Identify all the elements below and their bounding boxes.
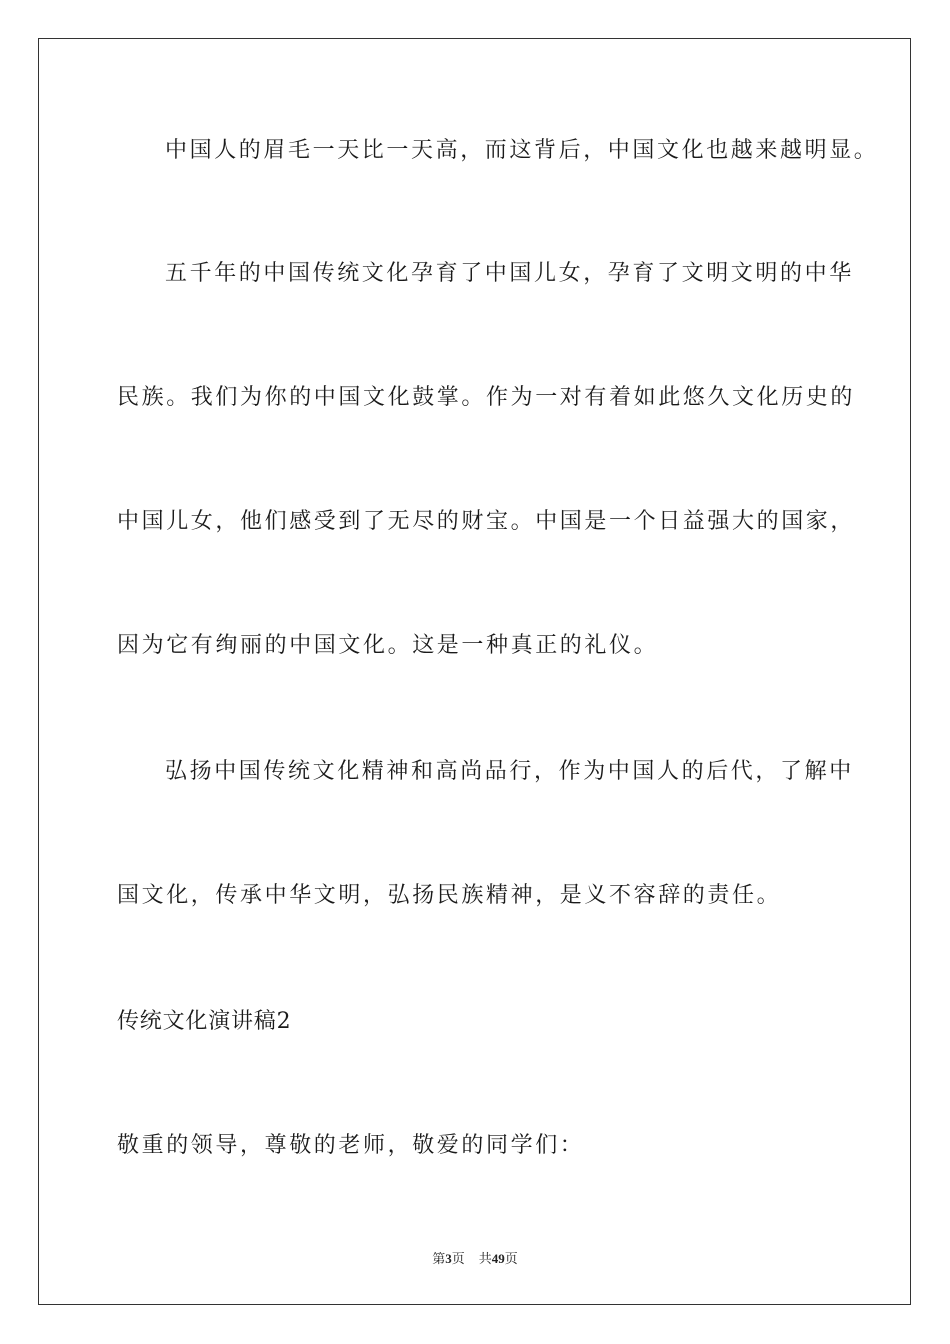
page-number: 3	[445, 1251, 452, 1266]
total-suffix: 页	[504, 1251, 518, 1266]
section-title: 传统文化演讲稿2	[117, 1009, 292, 1034]
paragraph-line-3: 民族。我们为你的中国文化鼓掌。作为一对有着如此悠久文化历史的	[117, 385, 856, 410]
salutation-line: 敬重的领导，尊敬的老师，敬爱的同学们：	[117, 1133, 585, 1158]
page-border	[38, 38, 911, 1305]
page-footer	[0, 1248, 950, 1267]
paragraph-line-1: 中国人的眉毛一天比一天高，而这背后，中国文化也越来越明显。	[165, 138, 879, 163]
total-pages: 49	[491, 1251, 505, 1266]
page-prefix: 第	[432, 1251, 446, 1266]
total-prefix: 共	[478, 1251, 492, 1266]
paragraph-line-5: 因为它有绚丽的中国文化。这是一种真正的礼仪。	[117, 633, 659, 658]
paragraph-line-7: 国文化，传承中华文明，弘扬民族精神，是义不容辞的责任。	[117, 883, 782, 908]
paragraph-line-4: 中国儿女，他们感受到了无尽的财宝。中国是一个日益强大的国家，	[117, 509, 856, 534]
paragraph-line-6: 弘扬中国传统文化精神和高尚品行，作为中国人的后代，了解中	[165, 759, 854, 784]
page-suffix: 页	[451, 1251, 465, 1266]
paragraph-line-2: 五千年的中国传统文化孕育了中国儿女，孕育了文明文明的中华	[165, 261, 854, 286]
